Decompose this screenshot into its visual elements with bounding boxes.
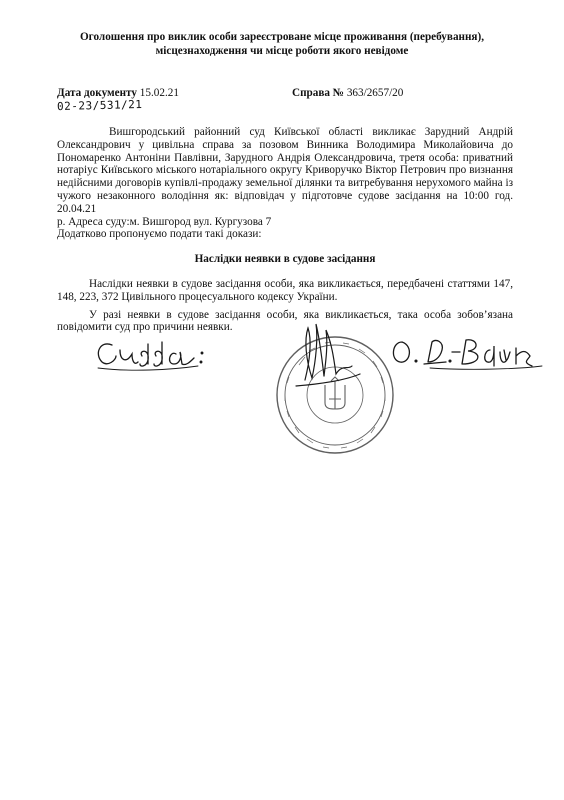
paragraph-consequences: Наслідки неявки в судове засідання особи, яка викликається, передбачені статтями 147, 148, 223, 372 Цивільного процесуального кодексу України. <box>57 277 513 303</box>
judge-name-handwriting <box>393 340 542 370</box>
paragraph-evidence: Додатково пропонуємо подати такі докази: <box>57 228 262 241</box>
document-date <box>57 87 179 99</box>
section-heading: Наслідки неявки в судове засідання <box>194 253 376 266</box>
case-label: Справа № <box>292 87 345 99</box>
paragraph-address: р. Адреса суду:м. Вишгород вул. Кургузова 7 <box>57 215 272 228</box>
judge-handwriting <box>98 342 203 370</box>
title-line-2: місцезнаходження чи місце роботи якого невідоме <box>155 45 409 57</box>
case-value: 363/2657/20 <box>346 87 404 99</box>
document-body <box>57 126 513 334</box>
signature-and-seal <box>90 320 564 460</box>
date-label: Дата документу <box>57 87 137 99</box>
court-seal <box>277 337 393 453</box>
case-number <box>292 87 403 99</box>
handwritten-registration-number: 02-23/531/21 <box>56 97 143 114</box>
date-value: 15.02.21 <box>139 87 179 99</box>
document-title <box>40 30 524 58</box>
paragraph-obligation: У разі неявки в судове засідання особи, яка викликається, така особа зобов’язана повідомити суд про причини неявки. <box>57 308 513 334</box>
title-line-1: Оголошення про виклик особи зареєстроване місце проживання (перебування), <box>79 31 485 43</box>
paragraph-summons: Вишгородський районний суд Київської області викликає Зарудний Андрій Олександрович у цивільна справа за позовом Винника Володимира Миколайовича до Пономаренко Антоніни Павлівни, Зарудного Андрія Олександровича, третя особа: приватний нотаріус Київського міського нотаріального округу Криворучко Віктор Петрович про визнання недійсними договорів купівлі-продажу земельної ділянки та витребування нерухомого майна із чужого незаконного володіння як: відповідач у підготовче судове засідання на 10:00 год. 20.04.21 <box>57 126 513 215</box>
